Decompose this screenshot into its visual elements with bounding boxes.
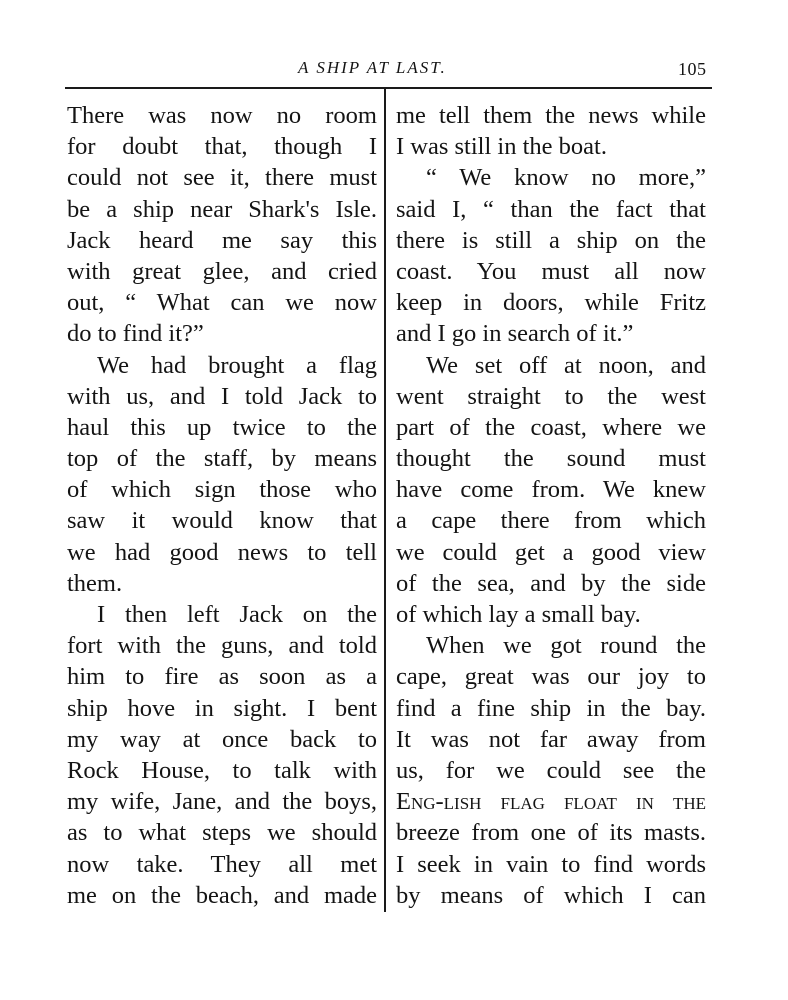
text-line: me tell them the news while xyxy=(396,102,706,129)
right-column xyxy=(396,100,706,911)
text-line: part of the coast, where we xyxy=(396,413,706,441)
text-line: ship hove in sight. I bent xyxy=(67,694,377,722)
text-line: fort with the guns, and told xyxy=(67,632,377,660)
text-line: of which lay a small bay. xyxy=(396,601,641,628)
text-line: haul this up twice to the xyxy=(67,413,377,441)
text-line: Jack heard me say this xyxy=(67,226,377,254)
text-line: I then left Jack on the xyxy=(97,601,377,628)
text-line: out, “ What can we now xyxy=(67,289,377,317)
text-line: went straight to the west xyxy=(396,382,706,410)
text-line: It was not far away from xyxy=(396,725,706,753)
text-line: top of the staff, by means xyxy=(67,445,377,473)
text-line: When we got round the xyxy=(426,632,706,660)
page-number: 105 xyxy=(678,59,707,79)
text-line: a cape there from which xyxy=(396,507,706,535)
text-line: “ We know no more,” xyxy=(426,164,706,192)
text-line: of which sign those who xyxy=(67,476,377,504)
text-line: keep in doors, while Fritz xyxy=(396,289,706,317)
text-line: find a fine ship in the bay. xyxy=(396,694,706,722)
text-line: my wife, Jane, and the boys, xyxy=(67,788,377,816)
text-line: thought the sound must xyxy=(396,445,706,473)
text-line: with us, and I told Jack to xyxy=(67,382,377,410)
text-line: there is still a ship on the xyxy=(396,226,706,254)
text-line: cape, great was our joy to xyxy=(396,663,706,691)
text-line: and I go in search of it.” xyxy=(396,320,634,348)
text-line: do to find it?” xyxy=(67,320,204,348)
text-line: by means of which I can xyxy=(396,881,706,909)
text-line: for doubt that, though I xyxy=(67,133,377,161)
text-line: have come from. We knew xyxy=(396,476,706,504)
running-title: A SHIP AT LAST. xyxy=(298,58,447,77)
text-line: We had brought a flag xyxy=(97,351,377,379)
left-column xyxy=(67,100,377,911)
text-line: now take. They all met xyxy=(67,850,377,878)
column-divider xyxy=(384,88,386,912)
text-line: of the sea, and by the side xyxy=(396,569,706,597)
text-line: There was now no room xyxy=(67,102,377,129)
text-line: my way at once back to xyxy=(67,725,377,753)
text-line: them. xyxy=(67,569,123,597)
text-line: Eng-lish flag float in the xyxy=(396,788,706,816)
text-line: as to what steps we should xyxy=(67,819,377,847)
text-line: Rock House, to talk with xyxy=(67,756,377,784)
text-line: could not see it, there must xyxy=(67,164,377,192)
text-line: we could get a good view xyxy=(396,538,706,566)
text-line: I seek in vain to find words xyxy=(396,850,706,878)
text-line: we had good news to tell xyxy=(67,538,377,566)
text-line: We set off at noon, and xyxy=(426,351,706,379)
text-line: with great glee, and cried xyxy=(67,257,377,285)
text-line: him to fire as soon as a xyxy=(67,663,377,691)
text-line: said I, “ than the fact that xyxy=(396,195,706,223)
text-line: me on the beach, and made xyxy=(67,881,377,909)
text-line: us, for we could see the xyxy=(396,756,706,784)
text-line: coast. You must all now xyxy=(396,257,706,285)
header-rule xyxy=(65,87,712,89)
text-line: breeze from one of its masts. xyxy=(396,819,706,847)
text-line: I was still in the boat. xyxy=(396,133,607,161)
text-line: be a ship near Shark's Isle. xyxy=(67,195,377,223)
text-line: saw it would know that xyxy=(67,507,377,535)
